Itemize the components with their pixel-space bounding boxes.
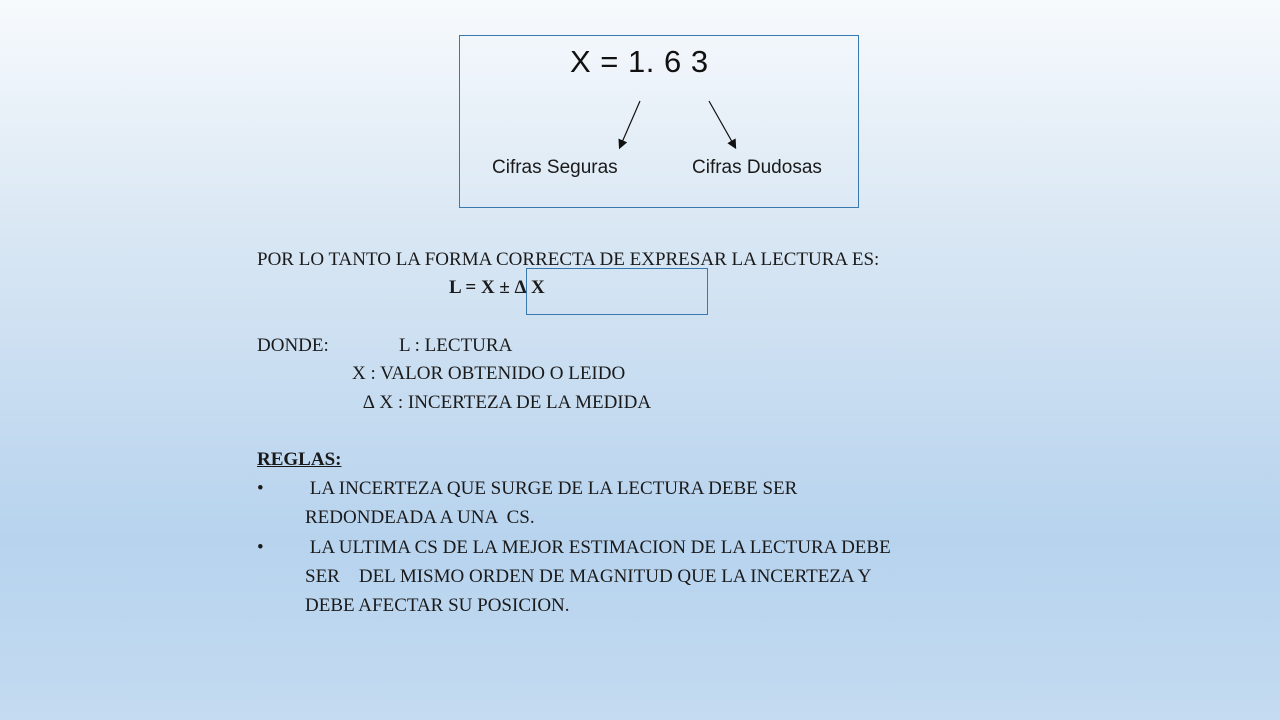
label-cifras-dudosas: Cifras Dudosas — [692, 157, 822, 178]
label-cifras-seguras: Cifras Seguras — [492, 157, 618, 178]
rule-1-line-2: REDONDEADA A UNA CS. — [305, 507, 535, 528]
intro-text: POR LO TANTO LA FORMA CORRECTA DE EXPRESAR LA LECTURA ES: — [257, 249, 880, 270]
definition-l: L : LECTURA — [399, 335, 513, 356]
rule-2-line-2: SER DEL MISMO ORDEN DE MAGNITUD QUE LA INCERTEZA Y — [305, 566, 872, 587]
definition-delta-x: ∆ X : INCERTEZA DE LA MEDIDA — [363, 392, 652, 413]
definition-x: X : VALOR OBTENIDO O LEIDO — [352, 363, 626, 384]
arrow-to-seguras — [620, 101, 640, 147]
formula: L = X ± ∆ X — [449, 277, 545, 298]
formula-highlight-box — [526, 268, 708, 315]
arrow-to-dudosas — [709, 101, 735, 147]
donde-label: DONDE: — [257, 335, 329, 356]
reglas-title: REGLAS: — [257, 449, 342, 470]
rule-1-line-1: LA INCERTEZA QUE SURGE DE LA LECTURA DEBE SER — [305, 478, 798, 499]
rule-2-line-1: LA ULTIMA CS DE LA MEJOR ESTIMACION DE LA LECTURA DEBE — [305, 537, 891, 558]
arrows-diagram — [600, 95, 760, 160]
bullet-rule-1: • — [257, 478, 264, 499]
bullet-rule-2: • — [257, 537, 264, 558]
measurement-equation: X = 1. 6 3 — [570, 44, 709, 79]
rule-2-line-3: DEBE AFECTAR SU POSICION. — [305, 595, 570, 616]
